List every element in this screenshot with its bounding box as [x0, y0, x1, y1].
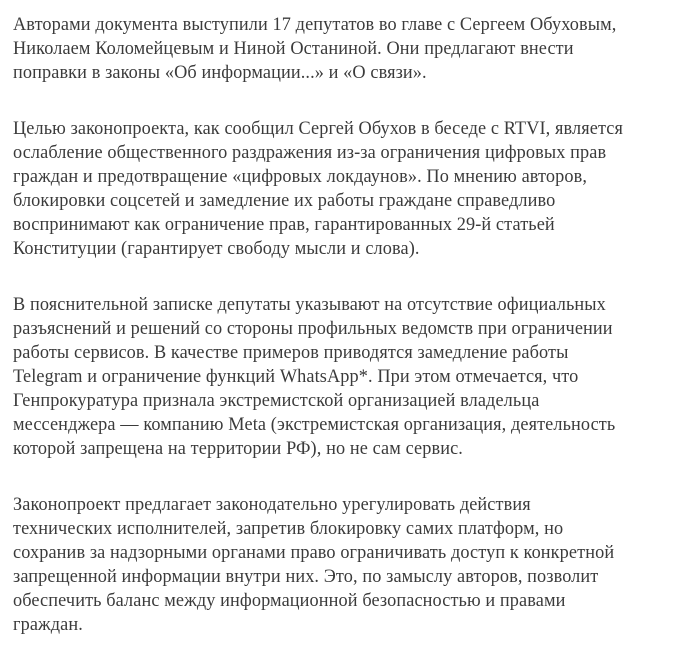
paragraph-line: разъяснений и решений со стороны профильных ведомств при ограничении: [13, 319, 613, 339]
paragraph-line: работы сервисов. В качестве примеров приводятся замедление работы: [13, 343, 569, 363]
paragraph-line: Telegram и ограничение функций WhatsApp*. При этом отмечается, что: [13, 367, 579, 387]
paragraph-line: обеспечить баланс между информационной безопасностью и правами: [13, 591, 566, 611]
article-paragraph: [13, 293, 676, 461]
paragraph-line: граждан.: [13, 615, 83, 635]
paragraph-line: Законопроект предлагает законодательно урегулировать действия: [13, 495, 531, 515]
paragraph-line: Генпрокуратура признала экстремистской организацией владельца: [13, 391, 540, 411]
paragraph-line: мессенджера — компанию Meta (экстремистская организация, деятельность: [13, 415, 616, 435]
paragraph-line: граждан и предотвращение «цифровых локдаунов». По мнению авторов,: [13, 167, 588, 187]
article-paragraph: [13, 117, 676, 261]
paragraph-line: поправки в законы «Об информации...» и «О связи».: [13, 63, 427, 83]
paragraph-line: Николаем Коломейцевым и Ниной Останиной. Они предлагают внести: [13, 39, 574, 59]
paragraph-line: запрещенной информации внутри них. Это, по замыслу авторов, позволит: [13, 567, 599, 587]
paragraph-line: воспринимают как ограничение прав, гарантированных 29-й статьей: [13, 215, 555, 235]
paragraph-line: блокировки соцсетей и замедление их работы граждане справедливо: [13, 191, 556, 211]
article-body: [13, 13, 676, 669]
article-paragraph: [13, 493, 676, 637]
paragraph-line: которой запрещена на территории РФ), но не сам сервис.: [13, 439, 463, 459]
paragraph-line: Конституции (гарантирует свободу мысли и слова).: [13, 239, 420, 259]
paragraph-line: ослабление общественного раздражения из-за ограничения цифровых прав: [13, 143, 607, 163]
paragraph-line: сохранив за надзорными органами право ограничивать доступ к конкретной: [13, 543, 615, 563]
article-paragraph: [13, 13, 676, 85]
paragraph-line: В пояснительной записке депутаты указывают на отсутствие официальных: [13, 295, 606, 315]
paragraph-line: Целью законопроекта, как сообщил Сергей Обухов в беседе с RTVI, является: [13, 119, 623, 139]
paragraph-line: технических исполнителей, запретив блокировку самих платформ, но: [13, 519, 564, 539]
paragraph-line: Авторами документа выступили 17 депутатов во главе с Сергеем Обуховым,: [13, 15, 617, 35]
